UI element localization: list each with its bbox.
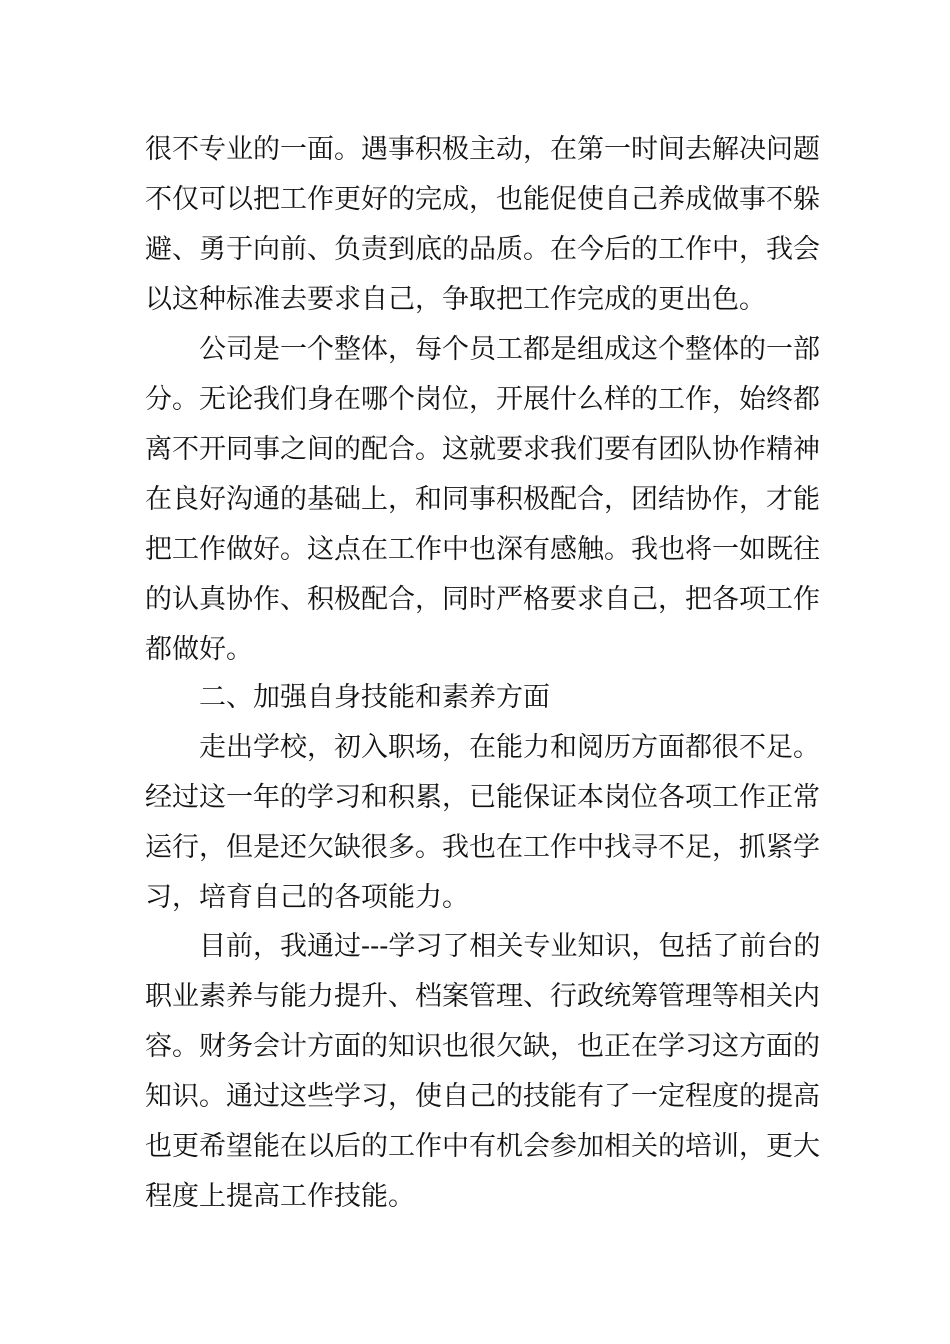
- text-line-10: 的认真协作、积极配合，同时严格要求自己，把各项工作: [145, 584, 820, 615]
- text-line-5: 公司是一个整体，每个员工都是组成这个整体的一部: [199, 334, 820, 365]
- section-heading: 二、加强自身技能和素养方面: [199, 682, 550, 713]
- text-line-19: 容。财务会计方面的知识也很欠缺，也正在学习这方面的: [145, 1031, 820, 1062]
- text-line-7: 离不开同事之间的配合。这就要求我们要有团队协作精神: [145, 434, 820, 465]
- text-line-11: 都做好。: [145, 634, 253, 665]
- text-line-21: 也更希望能在以后的工作中有机会参加相关的培训，更大: [145, 1131, 820, 1162]
- text-line-2: 不仅可以把工作更好的完成，也能促使自己养成做事不躲: [145, 184, 820, 215]
- text-line-16: 习，培育自己的各项能力。: [145, 882, 469, 913]
- text-line-18: 职业素养与能力提升、档案管理、行政统筹管理等相关内: [145, 981, 820, 1012]
- text-line-15: 运行，但是还欠缺很多。我也在工作中找寻不足，抓紧学: [145, 832, 820, 863]
- text-line-17: 目前，我通过---学习了相关专业知识，包括了前台的: [199, 931, 821, 962]
- text-line-4: 以这种标准去要求自己，争取把工作完成的更出色。: [145, 284, 766, 315]
- text-line-3: 避、勇于向前、负责到底的品质。在今后的工作中，我会: [145, 234, 820, 265]
- text-line-22: 程度上提高工作技能。: [145, 1181, 415, 1212]
- text-line-6: 分。无论我们身在哪个岗位，开展什么样的工作，始终都: [145, 384, 820, 415]
- text-line-1: 很不专业的一面。遇事积极主动，在第一时间去解决问题: [145, 134, 820, 165]
- text-line-14: 经过这一年的学习和积累，已能保证本岗位各项工作正常: [145, 782, 820, 813]
- text-line-13: 走出学校，初入职场，在能力和阅历方面都很不足。: [199, 732, 820, 763]
- text-line-20: 知识。通过这些学习，使自己的技能有了一定程度的提高: [145, 1081, 820, 1112]
- text-line-9: 把工作做好。这点在工作中也深有感触。我也将一如既往: [145, 534, 820, 565]
- text-line-8: 在良好沟通的基础上，和同事积极配合，团结协作，才能: [145, 484, 820, 515]
